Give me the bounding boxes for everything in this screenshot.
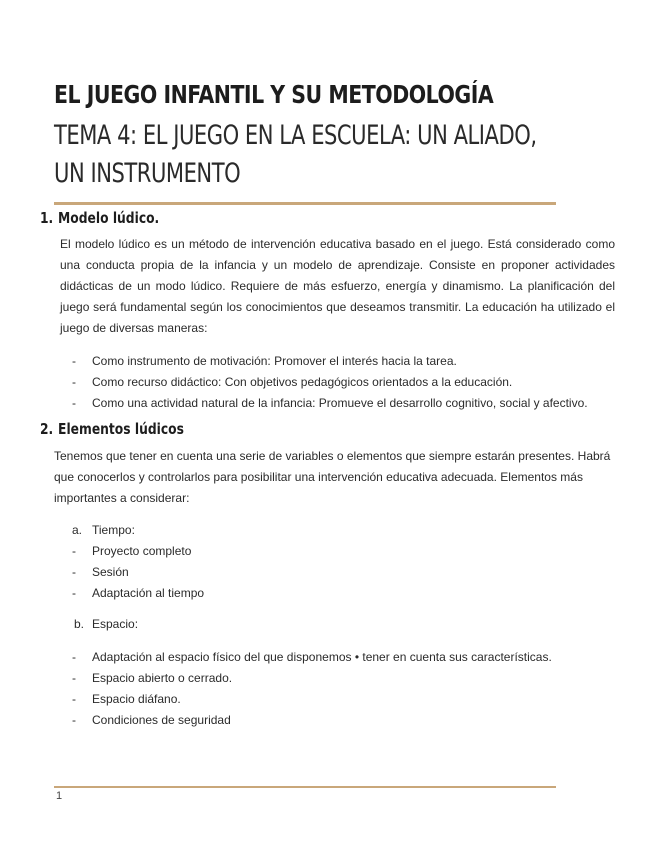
list-item: - Condiciones de seguridad	[72, 713, 231, 727]
list-item: - Adaptación al espacio físico del que disponemos • tener en cuenta sus características.	[72, 650, 552, 664]
section-2-title: Elementos lúdicos	[58, 420, 184, 438]
section-1-paragraph: El modelo lúdico es un método de intervención educativa basado en el juego. Está considerado como una conducta propia de la infancia y un modelo de aprendizaje. Consiste en proponer actividades didácticas de un modo lúdico. Requiere de más esfuerzo, energía y dinamismo. La planificación del juego será fundamental según los conocimientos que deseamos transmitir. La educación ha utilizado el juego de diversas maneras:	[60, 237, 615, 335]
section-2-number: 2.	[40, 420, 54, 438]
list-item: - Espacio diáfano.	[72, 692, 181, 706]
section-1-number: 1.	[40, 209, 54, 227]
document-subtitle: TEMA 4: EL JUEGO EN LA ESCUELA: UN ALIADO, UN INSTRUMENTO	[54, 120, 537, 189]
list-item: - Espacio abierto o cerrado.	[72, 671, 233, 685]
list-item: - Como una actividad natural de la infancia: Promueve el desarrollo cognitivo, social y afectivo.	[72, 396, 588, 410]
list-item-space: b. Espacio:	[74, 617, 139, 631]
list-item: - Como instrumento de motivación: Promover el interés hacia la tarea.	[72, 354, 457, 368]
section-2-heading	[40, 420, 184, 438]
section-2-paragraph: Tenemos que tener en cuenta una serie de variables o elementos que siempre estarán presentes. Habrá que conocerlos y controlarlos para posibilitar una intervención educativa adecuada. Elementos más importantes a considerar:	[54, 449, 611, 505]
space-item	[60, 614, 138, 635]
section-1-title: Modelo lúdico.	[58, 209, 160, 227]
space-list	[60, 647, 552, 731]
section-1-heading	[40, 209, 159, 227]
page-number: 1	[56, 790, 63, 802]
title-divider	[54, 202, 556, 205]
footer-divider	[54, 786, 556, 788]
section-1-bullet-list	[60, 351, 588, 414]
document-title: EL JUEGO INFANTIL Y SU METODOLOGÍA	[54, 80, 494, 109]
list-item: - Sesión	[72, 565, 129, 579]
list-item: - Proyecto completo	[72, 544, 192, 558]
time-list	[60, 520, 204, 604]
list-item: - Como recurso didáctico: Con objetivos pedagógicos orientados a la educación.	[72, 375, 513, 389]
list-item: - Adaptación al tiempo	[72, 586, 205, 600]
list-item-time: a. Tiempo:	[72, 523, 135, 537]
